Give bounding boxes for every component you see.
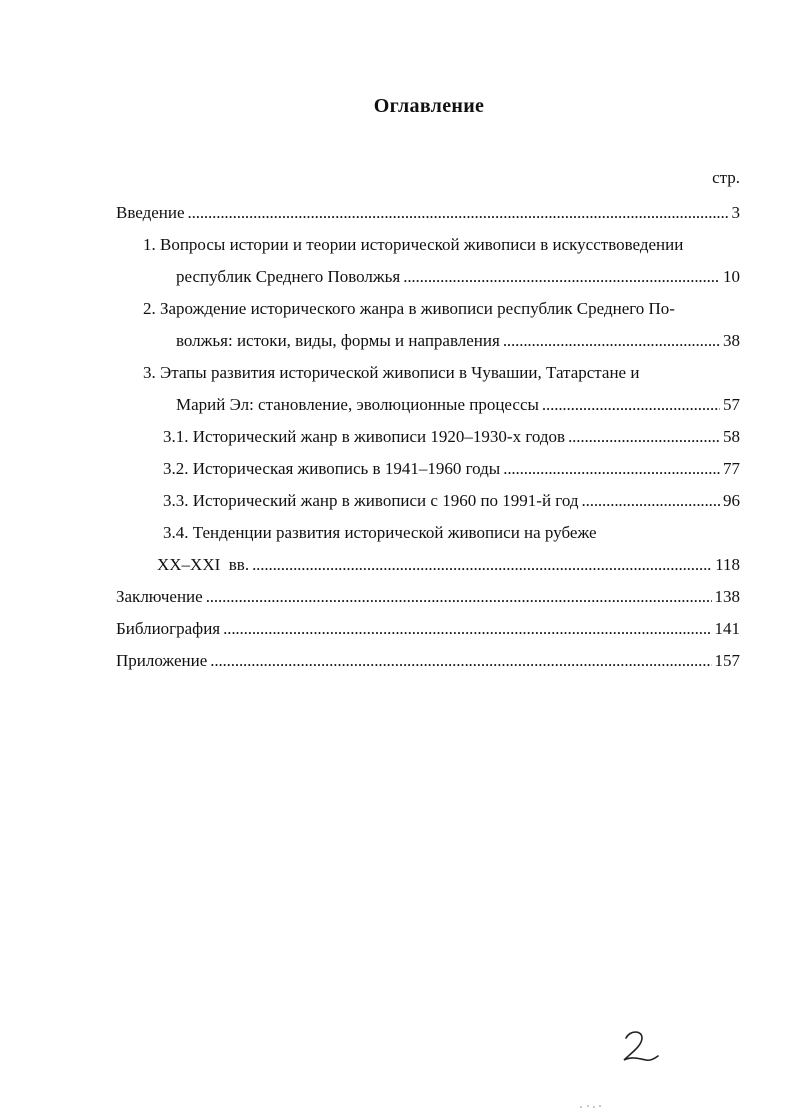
toc-leader-dots xyxy=(403,267,720,287)
toc-leader-dots xyxy=(542,395,720,415)
toc-entry-s34 xyxy=(157,555,740,575)
toc-entry-conclusion xyxy=(116,587,740,607)
toc-entry-text: 3.2. Историческая живопись в 1941–1960 годы xyxy=(163,459,501,478)
handwritten-page-number xyxy=(616,1026,666,1066)
toc-entry-page: 58 xyxy=(723,427,740,446)
toc-entry-bibliography xyxy=(116,619,740,639)
toc-entry-text: Библиография xyxy=(116,619,221,638)
toc-entry-page: 3 xyxy=(731,203,740,222)
toc-entry-text: 3.3. Исторический жанр в живописи с 1960 по 1991-й год xyxy=(163,491,579,510)
toc-leader-dots xyxy=(582,491,720,511)
toc-entry-page: 96 xyxy=(723,491,740,510)
toc-entry-page: 157 xyxy=(714,651,740,670)
toc-entry-s34-line1: 3.4. Тенденции развития исторической живописи на рубеже xyxy=(163,523,597,542)
toc-entry-text: Заключение xyxy=(116,587,203,606)
toc-entry-page: 118 xyxy=(715,555,740,574)
toc-leader-dots xyxy=(252,555,712,575)
scan-speck xyxy=(578,1102,606,1110)
toc-entry-ch1 xyxy=(176,267,740,287)
toc-entry-s32 xyxy=(163,459,740,479)
toc-leader-dots xyxy=(223,619,711,639)
toc-entry-text: Введение xyxy=(116,203,185,222)
toc-entry-page: 138 xyxy=(714,587,740,606)
toc-entry-page: 57 xyxy=(723,395,740,414)
page-title: Оглавление xyxy=(373,95,485,117)
toc-entry-intro xyxy=(116,203,740,223)
toc-entry-text: 3.1. Исторический жанр в живописи 1920–1930-х годов xyxy=(163,427,566,446)
toc-entry-page: 38 xyxy=(723,331,740,350)
toc-leader-dots xyxy=(503,459,720,479)
toc-entry-text: Марий Эл: становление, эволюционные процессы xyxy=(176,395,539,414)
toc-leader-dots xyxy=(206,587,712,607)
toc-entry-ch3 xyxy=(176,395,740,415)
toc-entry-ch2-line1: 2. Зарождение исторического жанра в живописи республик Среднего По- xyxy=(143,299,675,318)
toc-entry-appendix xyxy=(116,651,740,671)
page-column-label: стр. xyxy=(712,168,740,187)
toc-entry-page: 77 xyxy=(723,459,740,478)
toc-entry-page: 10 xyxy=(723,267,740,286)
toc-entry-text: Приложение xyxy=(116,651,208,670)
toc-entry-ch2 xyxy=(176,331,740,351)
toc-entry-text: волжья: истоки, виды, формы и направления xyxy=(176,331,500,350)
toc-leader-dots xyxy=(503,331,720,351)
toc-entry-text: XX–XXI вв. xyxy=(157,555,250,574)
toc-entry-s31 xyxy=(163,427,740,447)
toc-leader-dots xyxy=(188,203,729,223)
toc-entry-text: республик Среднего Поволжья xyxy=(176,267,401,286)
toc-entry-ch3-line1: 3. Этапы развития исторической живописи в Чувашии, Татарстане и xyxy=(143,363,640,382)
toc-leader-dots xyxy=(568,427,720,447)
toc-entry-ch1-line1: 1. Вопросы истории и теории исторической живописи в искусствоведении xyxy=(143,235,684,254)
toc-entry-s33 xyxy=(163,491,740,511)
toc-entry-page: 141 xyxy=(714,619,740,638)
toc-leader-dots xyxy=(210,651,711,671)
